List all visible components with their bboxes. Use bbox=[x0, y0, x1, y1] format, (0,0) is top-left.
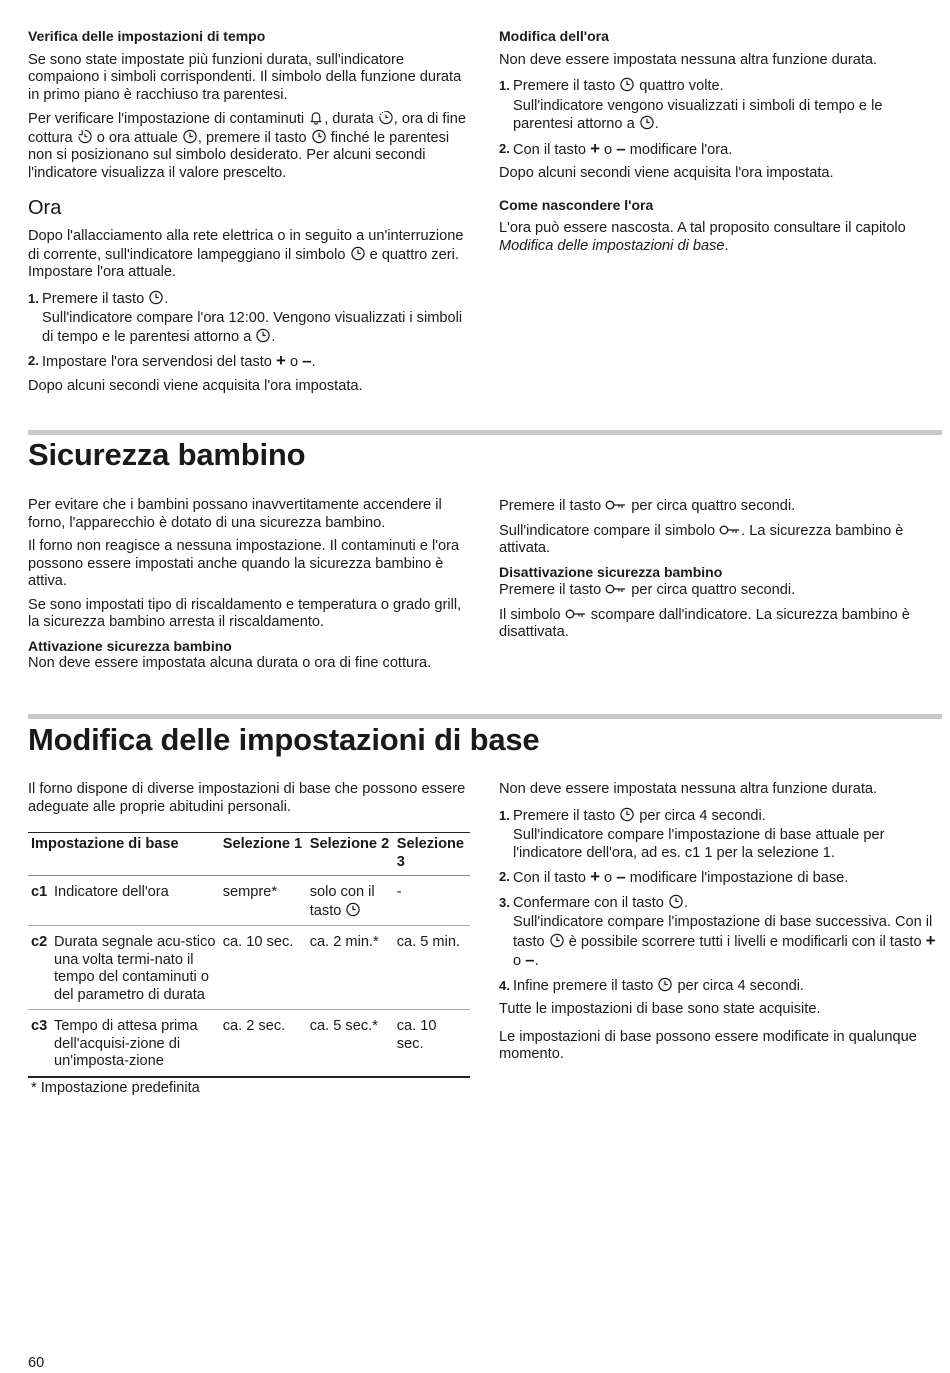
text-span: L'ora può essere nascosta. A tal proposito consultare il capitolo bbox=[499, 220, 906, 236]
text-span: Sull'indicatore compare il simbolo bbox=[499, 522, 720, 539]
table-cell-name: Durata segnale acu-stico una volta termi-nato il tempo del contaminuti o del parametro di durata bbox=[51, 926, 220, 1010]
text-span: . bbox=[271, 328, 276, 345]
paragraph-attivazione: Non deve essere impostata alcuna durata o ora di fine cottura. bbox=[28, 655, 432, 671]
section-heading-ora: Ora bbox=[28, 197, 62, 219]
text-span: . bbox=[654, 116, 659, 132]
step-number: 1. bbox=[499, 807, 510, 823]
text-span: Sull'indicatore vengono visualizzati i simboli di tempo e le parentesi attorno a bbox=[513, 97, 883, 132]
table-row bbox=[28, 1010, 470, 1077]
text-span: . bbox=[164, 290, 169, 307]
table-cell: ca. 2 min.* bbox=[307, 926, 394, 1010]
table-footnote: * Impostazione predefinita bbox=[31, 1079, 200, 1096]
paragraph-attivazione-result bbox=[499, 522, 941, 558]
paragraph-modifica-intro: Il forno dispone di diverse impostazioni di base che possono essere adeguate alle proprie abitudini personali. bbox=[28, 781, 466, 815]
clock-icon bbox=[668, 894, 684, 909]
table-cell bbox=[307, 876, 394, 926]
table-cell-code: c2 bbox=[28, 926, 51, 1010]
section-heading-modifica-ora: Modifica dell'ora bbox=[499, 28, 609, 44]
section-heading-verifica: Verifica delle impostazioni di tempo bbox=[28, 28, 266, 44]
clock-icon bbox=[639, 115, 655, 130]
text-span: Premere il tasto bbox=[42, 290, 149, 307]
step-number: 2. bbox=[499, 869, 510, 884]
text-span: modificare l'ora. bbox=[625, 141, 733, 158]
text-span: . bbox=[683, 894, 688, 911]
text-span: . bbox=[311, 354, 316, 370]
duration-icon bbox=[378, 110, 394, 125]
plus-key-icon: + bbox=[590, 867, 600, 886]
text-span: Premere il tasto bbox=[513, 807, 620, 824]
table-cell-code: c1 bbox=[28, 876, 51, 926]
text-span: Per verificare l'impostazione di contaminuti bbox=[28, 111, 309, 127]
text-span: quattro volte. bbox=[635, 78, 724, 94]
column-modifica-right bbox=[499, 781, 941, 1070]
paragraph-modifica-ora-end: Dopo alcuni secondi viene acquisita l'ora impostata. bbox=[499, 165, 834, 181]
text-span: Il simbolo bbox=[499, 606, 565, 623]
text-span: Confermare con il tasto bbox=[513, 894, 668, 911]
step-modifica-4 bbox=[499, 977, 941, 996]
text-span: Premere il tasto bbox=[499, 582, 606, 598]
table-cell: ca. 5 min. bbox=[394, 926, 470, 1010]
paragraph-sicurezza-3: Se sono impostati tipo di riscaldamento e temperatura o grado grill, la sicurezza bambino arresta il riscaldamento. bbox=[28, 596, 462, 630]
text-span: o bbox=[600, 141, 617, 158]
text-span: e quattro zeri. Impostare l'ora attuale. bbox=[28, 246, 459, 280]
paragraph-verifica-1: Se sono state impostate più funzioni durata, sull'indicatore compaiono i simboli corrispondenti. Il simbolo della funzione durata in primo piano è racchiuso tra parentesi. bbox=[28, 51, 462, 103]
table-cell: ca. 10 sec. bbox=[220, 926, 307, 1010]
paragraph-attivazione-step bbox=[499, 497, 941, 516]
table-header: Selezione 3 bbox=[394, 833, 470, 876]
text-span: modificare l'impostazione di base. bbox=[625, 870, 849, 886]
column-top-left bbox=[28, 28, 470, 401]
step-modifica-1-result: Sull'indicatore compare l'impostazione di base attuale per l'indicatore dell'ora, ad es. c1 1 per la selezione 1. bbox=[513, 827, 885, 861]
clock-icon bbox=[345, 902, 361, 917]
text-span: finché le parentesi non si posizionano sul simbolo desiderato. Per alcuni secondi l'indicatore visualizza il valore prescelto. bbox=[28, 129, 450, 181]
table-cell: ca. 2 sec. bbox=[220, 1010, 307, 1077]
step-modifica-3 bbox=[499, 894, 941, 913]
key-icon bbox=[565, 606, 587, 621]
section-heading-nascondere-ora: Come nascondere l'ora bbox=[499, 196, 654, 213]
text-span: Infine premere il tasto bbox=[513, 977, 658, 994]
paragraph-disattivazione-result bbox=[499, 606, 941, 642]
table-cell: - bbox=[394, 876, 470, 926]
section-heading-attivazione: Attivazione sicurezza bambino bbox=[28, 637, 232, 654]
text-span: Dopo l'allacciamento alla rete elettrica o in seguito a un'interruzione di corrente, sull'indicatore lampeggiano il simbolo bbox=[28, 228, 464, 263]
text-span: per circa quattro secondi. bbox=[627, 582, 796, 598]
plus-key-icon: + bbox=[925, 930, 936, 950]
step-modifica-ora-1 bbox=[499, 77, 941, 96]
section-title-sicurezza: Sicurezza bambino bbox=[28, 437, 306, 472]
table-header: Selezione 2 bbox=[307, 833, 394, 876]
text-span: . bbox=[534, 953, 539, 969]
text-span: , premere il tasto bbox=[197, 129, 311, 146]
table-header-row bbox=[28, 833, 470, 876]
column-top-right bbox=[499, 28, 941, 261]
paragraph-modifica-end-2: Le impostazioni di base possono essere modificate in qualunque momento. bbox=[499, 1028, 917, 1062]
page-number: 60 bbox=[28, 1355, 45, 1371]
text-span: , ora di fine cottura bbox=[28, 111, 466, 146]
chapter-reference: Modifica delle impostazioni di base bbox=[499, 237, 725, 254]
column-sicurezza-right bbox=[499, 497, 941, 648]
step-modifica-ora-2 bbox=[499, 140, 941, 160]
paragraph-sicurezza-1: Per evitare che i bambini possano inavvertitamente accendere il forno, l'apparecchio è dotato di una sicurezza bambino. bbox=[28, 497, 442, 531]
step-ora-2 bbox=[28, 352, 470, 372]
step-number: 2. bbox=[499, 140, 510, 156]
text-span: , durata bbox=[324, 111, 378, 127]
paragraph-disattivazione-step bbox=[499, 581, 941, 600]
section-divider bbox=[28, 430, 942, 435]
text-span: per circa 4 secondi. bbox=[635, 807, 766, 824]
paragraph-modifica-prereq: Non deve essere impostata nessuna altra funzione durata. bbox=[499, 781, 878, 797]
text-span: o ora attuale bbox=[92, 129, 182, 146]
step-number: 2. bbox=[28, 353, 39, 368]
plus-key-icon: + bbox=[590, 138, 600, 158]
table-cell: sempre* bbox=[220, 876, 307, 926]
key-icon bbox=[605, 497, 627, 512]
section-heading-disattivazione: Disattivazione sicurezza bambino bbox=[499, 563, 723, 580]
step-number: 1. bbox=[499, 78, 510, 93]
bell-icon bbox=[308, 110, 324, 125]
table-cell: ca. 5 sec.* bbox=[307, 1010, 394, 1077]
text-span: . La sicurezza bambino è attivata. bbox=[499, 522, 904, 556]
text-span: . bbox=[724, 237, 729, 254]
clock-icon bbox=[619, 77, 635, 92]
paragraph-ora-end: Dopo alcuni secondi viene acquisita l'ora impostata. bbox=[28, 377, 363, 394]
minus-key-icon: – bbox=[616, 138, 626, 158]
clock-icon bbox=[549, 933, 565, 948]
clock-icon bbox=[182, 129, 198, 144]
text-span: Premere il tasto bbox=[499, 498, 606, 514]
table-cell-code: c3 bbox=[28, 1010, 51, 1077]
section-title-modifica: Modifica delle impostazioni di base bbox=[28, 722, 540, 757]
step-modifica-2 bbox=[499, 868, 941, 888]
paragraph-modifica-end-1: Tutte le impostazioni di base sono state acquisite. bbox=[499, 1001, 821, 1017]
text-span: è possibile scorrere tutti i livelli e modificarli con il tasto bbox=[564, 933, 926, 950]
paragraph-nascondere-ora bbox=[499, 220, 941, 255]
step-ora-1-result bbox=[42, 310, 470, 346]
minus-key-icon: – bbox=[525, 950, 535, 969]
table-cell-name: Indicatore dell'ora bbox=[51, 876, 220, 926]
text-span: o bbox=[285, 354, 303, 370]
step-modifica-3-result bbox=[513, 914, 941, 971]
step-modifica-ora-1-result bbox=[513, 98, 941, 134]
minus-key-icon: – bbox=[302, 351, 312, 370]
key-icon bbox=[605, 581, 627, 596]
column-modifica-left bbox=[28, 781, 470, 1097]
paragraph-ora-1 bbox=[28, 228, 470, 282]
section-divider bbox=[28, 714, 942, 719]
step-number: 1. bbox=[28, 290, 39, 306]
text-span: per circa 4 secondi. bbox=[673, 977, 804, 994]
table-header: Impostazione di base bbox=[28, 833, 220, 876]
clock-icon bbox=[657, 977, 673, 992]
settings-table bbox=[28, 832, 470, 1078]
end-time-icon bbox=[77, 129, 93, 144]
minus-key-icon: – bbox=[616, 867, 626, 886]
text-span: Impostare l'ora servendosi del tasto bbox=[42, 354, 276, 370]
paragraph-sicurezza-2: Il forno non reagisce a nessuna impostazione. Il contaminuti e l'ora possono essere impostati anche quando la sicurezza bambino è attiva. bbox=[28, 538, 460, 589]
text-span: Sull'indicatore compare l'impostazione di base successiva. Con il tasto bbox=[513, 914, 933, 950]
clock-icon bbox=[311, 129, 327, 144]
clock-icon bbox=[148, 290, 164, 305]
text-span: Con il tasto bbox=[513, 870, 591, 886]
step-modifica-1 bbox=[499, 807, 941, 826]
step-number: 4. bbox=[499, 977, 510, 993]
table-row bbox=[28, 926, 470, 1010]
step-number: 3. bbox=[499, 894, 510, 910]
text-span: o bbox=[600, 870, 617, 886]
text-span: Con il tasto bbox=[513, 141, 591, 158]
plus-key-icon: + bbox=[275, 351, 286, 370]
column-sicurezza-left bbox=[28, 497, 470, 679]
text-span: Premere il tasto bbox=[513, 78, 620, 94]
table-cell-name: Tempo di attesa prima dell'acquisi-zione di un'imposta-zione bbox=[51, 1010, 220, 1077]
paragraph-modifica-ora-1: Non deve essere impostata nessuna altra funzione durata. bbox=[499, 51, 878, 68]
table-cell: ca. 10 sec. bbox=[394, 1010, 470, 1077]
text-span: scompare dall'indicatore. La sicurezza bambino è disattivata. bbox=[499, 606, 910, 640]
text-span: per circa quattro secondi. bbox=[627, 498, 796, 514]
table-header: Selezione 1 bbox=[220, 833, 307, 876]
clock-icon bbox=[255, 328, 271, 343]
text-span: Sull'indicatore compare l'ora 12:00. Vengono visualizzati i simboli di tempo e le parentesi attorno a bbox=[42, 310, 463, 345]
text-span: o bbox=[513, 953, 526, 969]
table-row bbox=[28, 876, 470, 926]
clock-icon bbox=[619, 807, 635, 822]
clock-icon bbox=[350, 246, 366, 261]
key-icon bbox=[719, 522, 741, 537]
paragraph-verifica-2 bbox=[28, 110, 470, 182]
text-span: solo con il tasto bbox=[309, 884, 375, 919]
step-ora-1 bbox=[28, 290, 470, 309]
